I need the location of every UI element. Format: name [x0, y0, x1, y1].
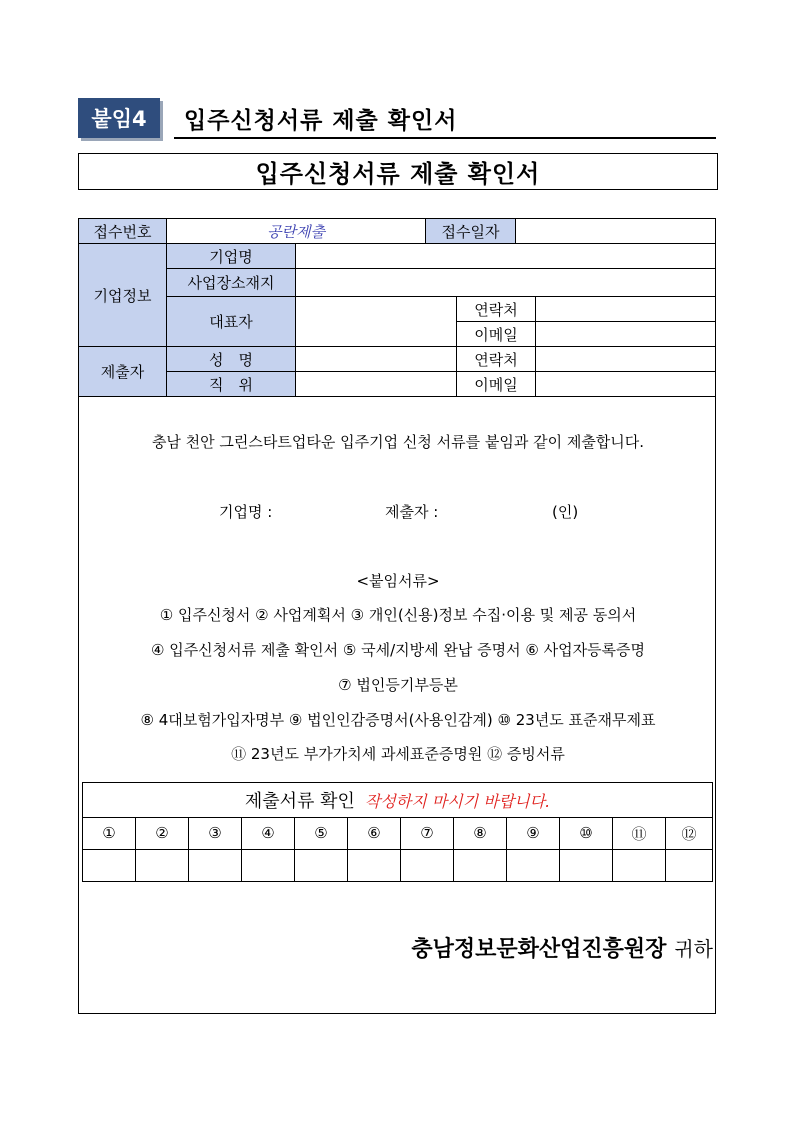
submitter-position-label: 직 위 — [167, 372, 296, 397]
company-info-label: 기업정보 — [79, 244, 167, 347]
seal-mark: (인) — [552, 503, 579, 521]
check-table-title: 제출서류 확인 — [244, 791, 355, 812]
address-label: 사업장소재지 — [167, 269, 296, 297]
submitter-label: 제출자 — [79, 347, 167, 397]
submitter-name-field[interactable] — [296, 347, 457, 372]
ceo-field[interactable] — [296, 297, 457, 347]
check-number-10: ⑩ — [560, 817, 613, 850]
check-number-5: ⑤ — [295, 817, 348, 850]
receipt-number-label: 접수번호 — [79, 219, 167, 244]
receipt-number-field[interactable] — [167, 219, 426, 244]
form-title: 입주신청서류 제출 확인서 — [78, 153, 718, 190]
check-cell-1[interactable] — [83, 850, 136, 881]
attachments-line-4: ⑧ 4대보험가입자명부 ⑨ 법인인감증명서(사용인감계) ⑩ 23년도 표준재무제표 — [140, 711, 656, 729]
check-number-8: ⑧ — [454, 817, 507, 850]
attachments-line-5: ⑪ 23년도 부가가치세 과세표준증명원 ⑫ 증빙서류 — [231, 745, 565, 763]
attachment-header — [78, 98, 716, 140]
submitter-email-field[interactable] — [536, 372, 715, 397]
check-cell-5[interactable] — [295, 850, 348, 881]
ceo-email-field[interactable] — [536, 322, 715, 347]
recipient-suffix: 귀하 — [674, 937, 713, 961]
check-cell-11[interactable] — [613, 850, 666, 881]
check-number-6: ⑥ — [348, 817, 401, 850]
submission-form — [78, 218, 716, 1014]
header-divider — [174, 137, 716, 139]
submitter-position-field[interactable] — [296, 372, 457, 397]
check-number-4: ④ — [242, 817, 295, 850]
submission-check-table — [82, 782, 713, 882]
ceo-label: 대표자 — [167, 297, 296, 347]
receipt-number-value: 공란제출 — [267, 222, 325, 241]
check-table-header — [83, 783, 712, 818]
attachments-line-1: ① 입주신청서 ② 사업계획서 ③ 개인(신용)정보 수집·이용 및 제공 동의서 — [159, 606, 637, 624]
check-number-12: ⑫ — [666, 817, 712, 850]
receipt-date-label: 접수일자 — [426, 219, 516, 244]
check-cell-9[interactable] — [507, 850, 560, 881]
check-number-11: ⑪ — [613, 817, 666, 850]
check-cell-10[interactable] — [560, 850, 613, 881]
check-cell-8[interactable] — [454, 850, 507, 881]
ceo-contact-label: 연락처 — [457, 297, 536, 322]
ceo-contact-field[interactable] — [536, 297, 715, 322]
check-number-3: ③ — [189, 817, 242, 850]
submitter-email-label: 이메일 — [457, 372, 536, 397]
attachment-badge: 붙임4 — [78, 98, 160, 138]
company-name-label: 기업명 — [167, 244, 296, 269]
receipt-date-field[interactable] — [516, 219, 715, 244]
header-title: 입주신청서류 제출 확인서 — [184, 108, 458, 134]
attachments-line-3: ⑦ 법인등기부등본 — [338, 676, 458, 694]
ceo-email-label: 이메일 — [457, 322, 536, 347]
recipient-line — [411, 932, 713, 963]
address-field[interactable] — [296, 269, 715, 297]
check-number-9: ⑨ — [507, 817, 560, 850]
check-cell-2[interactable] — [136, 850, 189, 881]
submitter-contact-field[interactable] — [536, 347, 715, 372]
check-cell-12[interactable] — [666, 850, 712, 881]
submitter-name-label: 성 명 — [167, 347, 296, 372]
submitter-signature-label: 제출자 : — [385, 503, 439, 521]
attachments-title: <붙임서류> — [356, 572, 440, 590]
attachments-line-2: ④ 입주신청서류 제출 확인서 ⑤ 국세/지방세 완납 증명서 ⑥ 사업자등록증명 — [150, 641, 646, 659]
check-number-1: ① — [83, 817, 136, 850]
check-number-7: ⑦ — [401, 817, 454, 850]
company-name-field[interactable] — [296, 244, 715, 269]
check-number-2: ② — [136, 817, 189, 850]
check-cell-3[interactable] — [189, 850, 242, 881]
check-cell-4[interactable] — [242, 850, 295, 881]
submitter-contact-label: 연락처 — [457, 347, 536, 372]
check-cell-7[interactable] — [401, 850, 454, 881]
do-not-fill-note: 작성하지 마시기 바랍니다. — [364, 791, 551, 811]
check-cell-6[interactable] — [348, 850, 401, 881]
company-signature-label: 기업명 : — [219, 503, 273, 521]
submission-statement: 충남 천안 그린스타트업타운 입주기업 신청 서류를 붙임과 같이 제출합니다. — [151, 433, 645, 451]
recipient-name: 충남정보문화산업진흥원장 — [411, 937, 667, 962]
